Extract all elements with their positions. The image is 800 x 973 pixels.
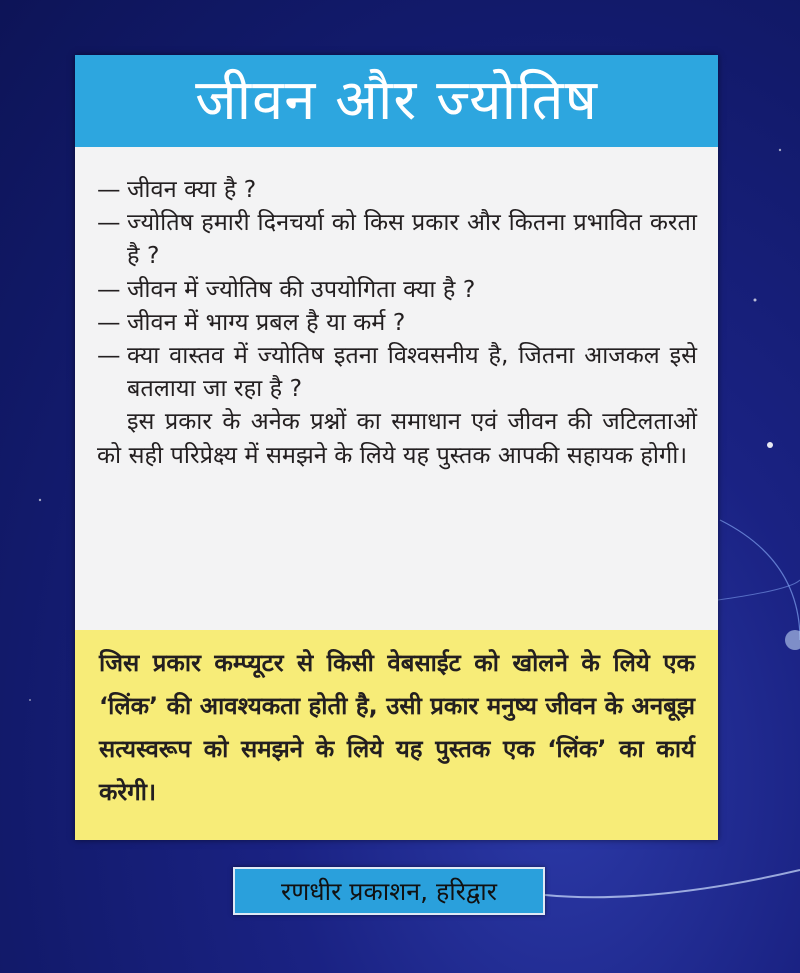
question-text: क्या वास्तव में ज्योतिष इतना विश्वसनीय है, जितना आजकल इसे बतलाया जा रहा है ? [127, 341, 697, 403]
question-item [97, 339, 697, 405]
question-marker: — [97, 175, 121, 203]
question-text: ज्योतिष हमारी दिनचर्या को किस प्रकार और कितना प्रभावित करता है ? [127, 208, 697, 270]
question-marker: — [97, 274, 121, 303]
question-text: जीवन क्या है ? [127, 175, 257, 203]
question-item [97, 306, 697, 339]
question-item [97, 173, 697, 206]
question-text: जीवन में ज्योतिष की उपयोगिता क्या है ? [127, 274, 476, 303]
question-item [97, 273, 697, 306]
publisher-name: रणधीर प्रकाशन, हरिद्वार [280, 877, 498, 906]
highlight-band [75, 630, 718, 840]
question-text: जीवन में भाग्य प्रबल है या कर्म ? [127, 307, 406, 336]
summary-paragraph: इस प्रकार के अनेक प्रश्नों का समाधान एवं जीवन की जटिलताओं को सही परिप्रेक्ष्य में समझने के लिये यह पुस्तक आपकी सहायक होगी। [97, 407, 697, 469]
question-marker: — [97, 307, 121, 336]
publisher-badge [233, 867, 545, 915]
question-marker: — [97, 208, 121, 237]
back-cover-panel [75, 55, 718, 840]
book-title: जीवन और ज्योतिष [195, 68, 598, 133]
questions-section [97, 173, 697, 472]
highlight-text: जिस प्रकार कम्प्यूटर से किसी वेबसाईट को खोलने के लिये एक ‘लिंक’ की आवश्यकता होती है, उसी प्रकार मनुष्य जीवन के अनबूझ सत्यस्वरूप को समझने के लिये यह पुस्तक एक ‘लिंक’ का कार्य करेगी। [99, 649, 695, 806]
question-item [97, 206, 697, 272]
question-marker: — [97, 341, 121, 370]
title-band [75, 55, 718, 147]
